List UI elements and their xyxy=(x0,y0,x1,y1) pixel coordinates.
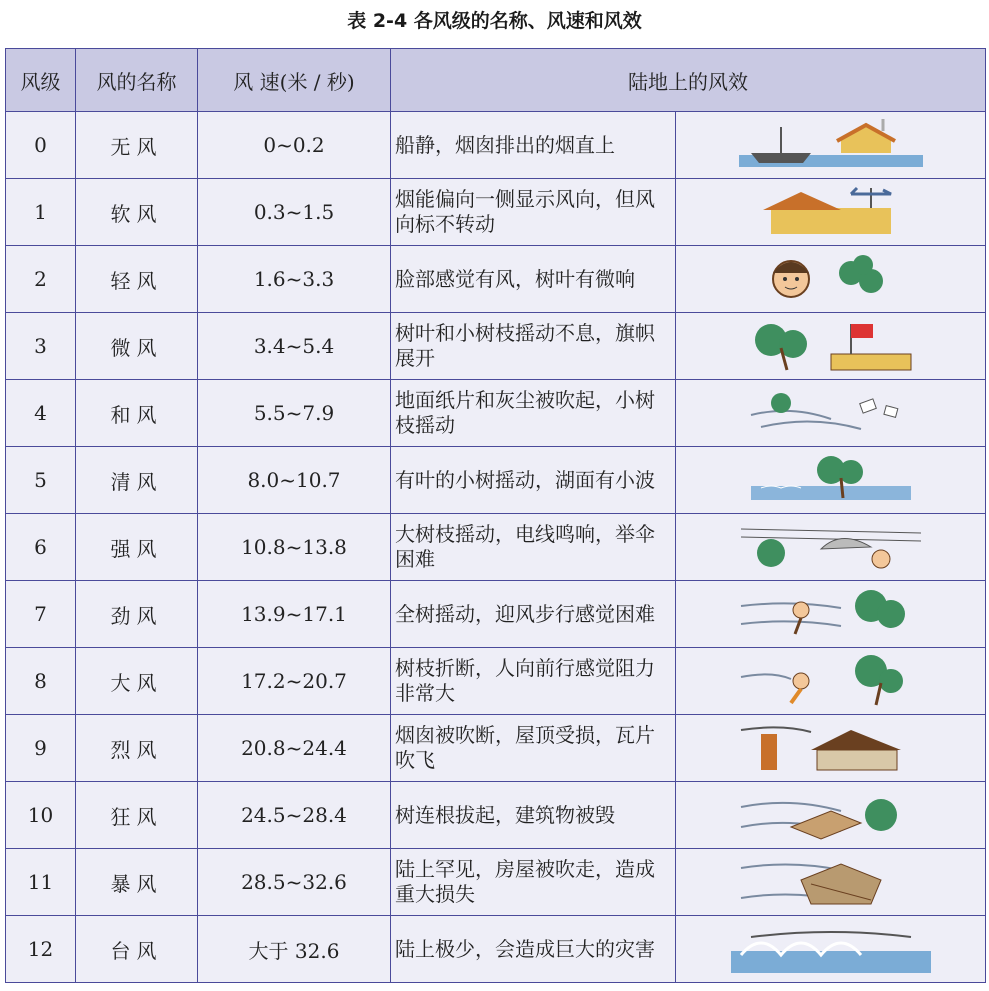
wind-level: 6 xyxy=(6,514,76,581)
wind-effect: 陆上极少，会造成巨大的灾害 xyxy=(391,916,676,983)
wind-effect-illustration xyxy=(676,514,986,581)
wind-effect: 脸部感觉有风，树叶有微响 xyxy=(391,246,676,313)
wind-effect-illustration xyxy=(676,246,986,313)
wind-effect-illustration xyxy=(676,648,986,715)
wind-name: 微风 xyxy=(76,313,198,380)
wind-speed: 0.3~1.5 xyxy=(198,179,391,246)
wind-level: 0 xyxy=(6,112,76,179)
table-row xyxy=(6,447,986,514)
table-row xyxy=(6,849,986,916)
wind-effect-illustration xyxy=(676,380,986,447)
wind-name: 烈风 xyxy=(76,715,198,782)
wind-effect: 大树枝摇动，电线鸣响，举伞困难 xyxy=(391,514,676,581)
wind-name: 暴风 xyxy=(76,849,198,916)
table-row xyxy=(6,246,986,313)
wind-speed: 1.6~3.3 xyxy=(198,246,391,313)
table-row xyxy=(6,648,986,715)
wind-speed: 5.5~7.9 xyxy=(198,380,391,447)
wind-name: 狂风 xyxy=(76,782,198,849)
wind-effect: 地面纸片和灰尘被吹起，小树枝摇动 xyxy=(391,380,676,447)
broken-branch-icon xyxy=(731,653,931,709)
wind-speed: 8.0~10.7 xyxy=(198,447,391,514)
wind-effect: 有叶的小树摇动，湖面有小波 xyxy=(391,447,676,514)
wind-speed: 3.4~5.4 xyxy=(198,313,391,380)
wind-name: 台风 xyxy=(76,916,198,983)
chimney-roof-icon xyxy=(731,720,931,776)
table-row xyxy=(6,581,986,648)
wind-effect-illustration xyxy=(676,447,986,514)
table-header-row xyxy=(6,49,986,112)
header-level: 风级 xyxy=(6,49,76,112)
wind-name: 轻风 xyxy=(76,246,198,313)
wind-level: 11 xyxy=(6,849,76,916)
wind-effect: 烟囱被吹断，屋顶受损，瓦片吹飞 xyxy=(391,715,676,782)
wind-scale-table xyxy=(5,48,986,983)
wind-effect: 全树摇动，迎风步行感觉困难 xyxy=(391,581,676,648)
wind-speed: 24.5~28.4 xyxy=(198,782,391,849)
table-row xyxy=(6,782,986,849)
wind-speed: 13.9~17.1 xyxy=(198,581,391,648)
wind-level: 3 xyxy=(6,313,76,380)
wind-speed: 28.5~32.6 xyxy=(198,849,391,916)
wind-speed: 20.8~24.4 xyxy=(198,715,391,782)
header-name: 风的名称 xyxy=(76,49,198,112)
wind-effect: 陆上罕见，房屋被吹走，造成重大损失 xyxy=(391,849,676,916)
wind-speed: 17.2~20.7 xyxy=(198,648,391,715)
table-row xyxy=(6,112,986,179)
tree-flag-icon xyxy=(731,318,931,374)
wind-name: 大风 xyxy=(76,648,198,715)
wind-effect-illustration xyxy=(676,112,986,179)
wind-name: 清风 xyxy=(76,447,198,514)
wind-effect-illustration xyxy=(676,313,986,380)
wind-effect-illustration xyxy=(676,782,986,849)
page-title: 表 2-4 各风级的名称、风速和风效 xyxy=(347,10,642,32)
wind-effect: 树叶和小树枝摇动不息，旗帜展开 xyxy=(391,313,676,380)
wind-name: 强风 xyxy=(76,514,198,581)
wind-effect-illustration xyxy=(676,916,986,983)
table-row xyxy=(6,380,986,447)
wind-effect: 烟能偏向一侧显示风向，但风向标不转动 xyxy=(391,179,676,246)
wind-name: 和风 xyxy=(76,380,198,447)
umbrella-wires-icon xyxy=(731,519,931,575)
blowing-paper-icon xyxy=(731,385,931,441)
table-row xyxy=(6,916,986,983)
destroyed-house-icon xyxy=(731,854,931,910)
wind-level: 10 xyxy=(6,782,76,849)
header-speed: 风 速(米 / 秒) xyxy=(198,49,391,112)
weather-vane-house-icon xyxy=(731,184,931,240)
wind-level: 4 xyxy=(6,380,76,447)
wind-name: 软风 xyxy=(76,179,198,246)
wind-effect-illustration xyxy=(676,179,986,246)
uprooted-tree-icon xyxy=(731,787,931,843)
wind-effect: 树枝折断，人向前行感觉阻力非常大 xyxy=(391,648,676,715)
calm-boat-house-icon xyxy=(731,117,931,173)
wind-name: 无风 xyxy=(76,112,198,179)
wind-name: 劲风 xyxy=(76,581,198,648)
wind-effect: 船静，烟囱排出的烟直上 xyxy=(391,112,676,179)
wind-effect-illustration xyxy=(676,581,986,648)
wind-effect-illustration xyxy=(676,849,986,916)
wind-level: 2 xyxy=(6,246,76,313)
table-row xyxy=(6,514,986,581)
typhoon-waves-icon xyxy=(731,921,931,977)
header-effect: 陆地上的风效 xyxy=(391,49,986,112)
wind-effect: 树连根拔起，建筑物被毁 xyxy=(391,782,676,849)
table-row xyxy=(6,179,986,246)
face-leaves-icon xyxy=(731,251,931,307)
wind-speed: 10.8~13.8 xyxy=(198,514,391,581)
tree-lake-icon xyxy=(731,452,931,508)
wind-level: 12 xyxy=(6,916,76,983)
wind-level: 1 xyxy=(6,179,76,246)
wind-effect-illustration xyxy=(676,715,986,782)
wind-speed: 0~0.2 xyxy=(198,112,391,179)
wind-level: 5 xyxy=(6,447,76,514)
walker-tree-icon xyxy=(731,586,931,642)
table-row xyxy=(6,715,986,782)
wind-level: 8 xyxy=(6,648,76,715)
wind-level: 7 xyxy=(6,581,76,648)
wind-level: 9 xyxy=(6,715,76,782)
table-row xyxy=(6,313,986,380)
wind-speed: 大于 32.6 xyxy=(198,916,391,983)
